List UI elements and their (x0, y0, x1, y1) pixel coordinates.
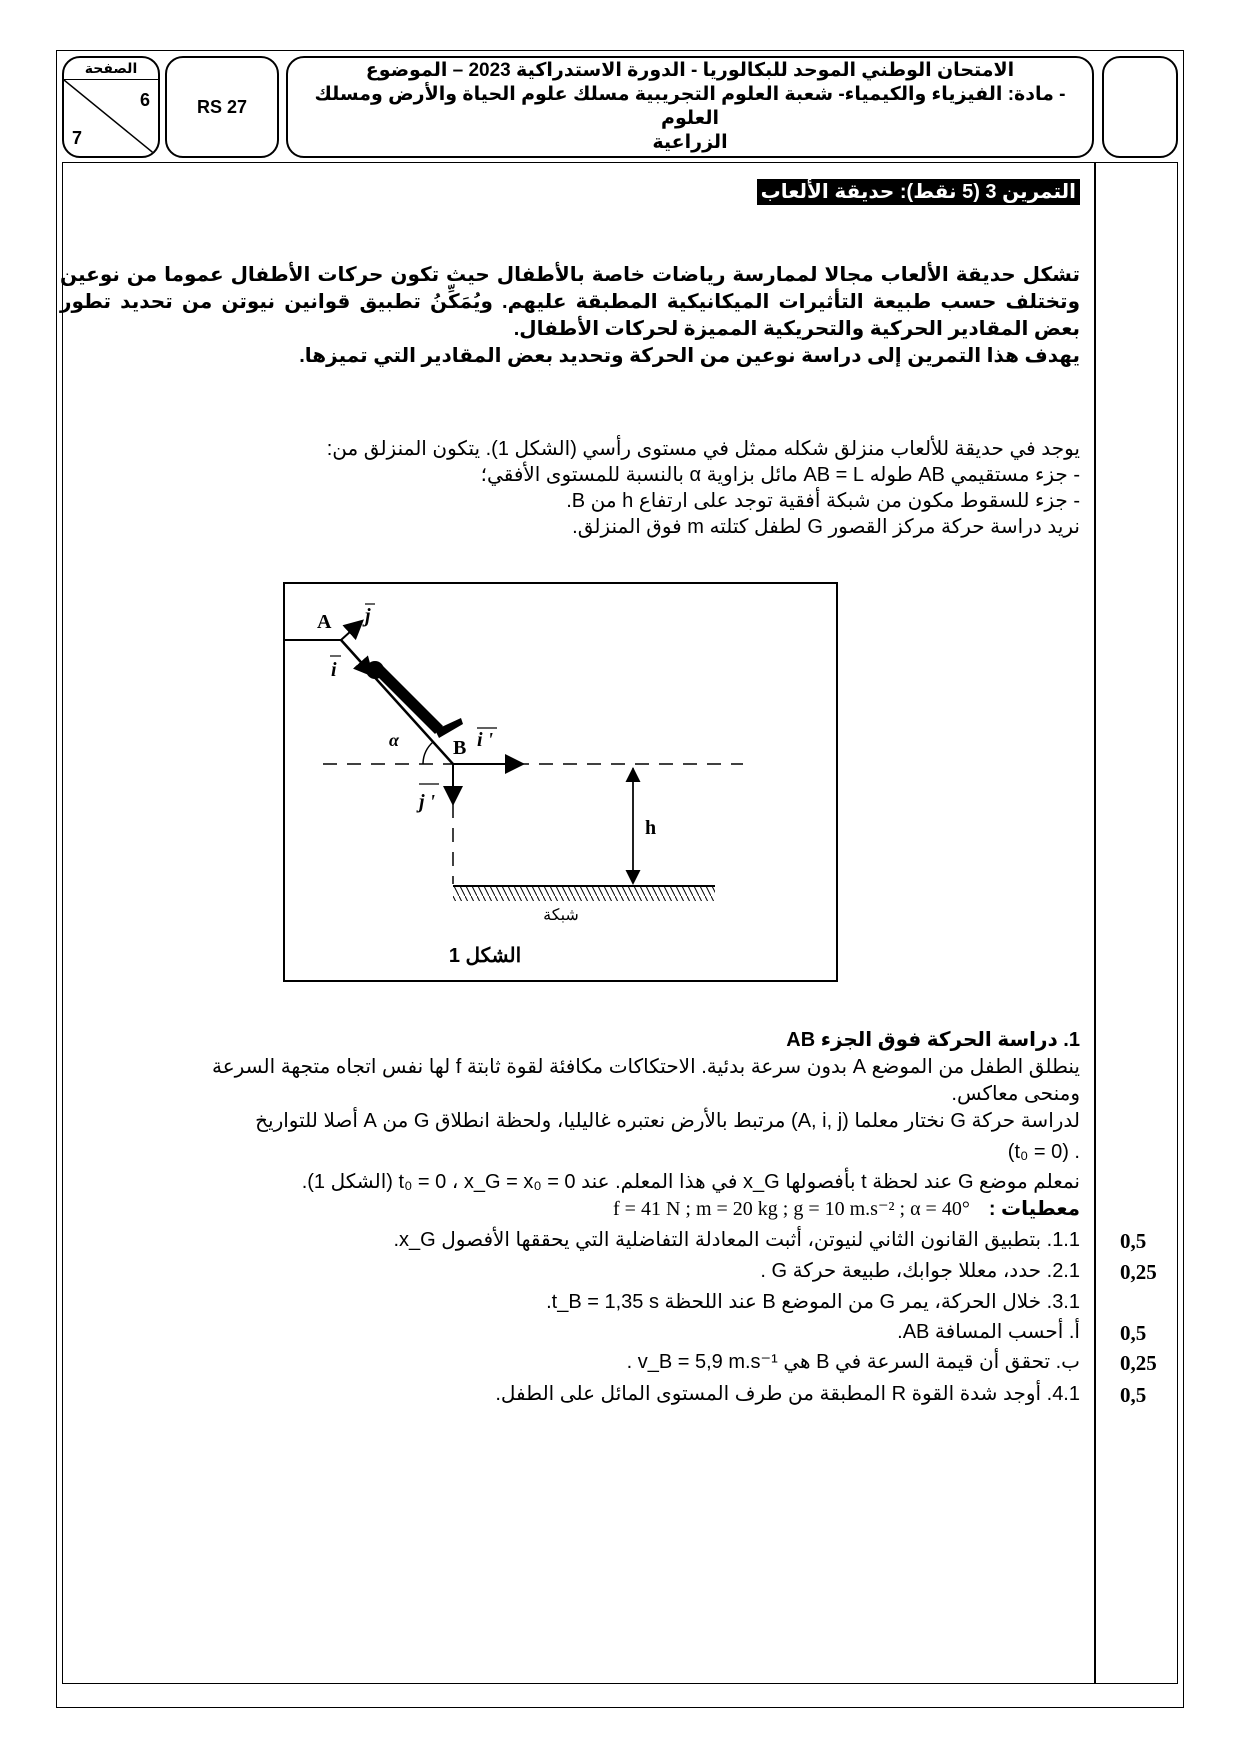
question-2-1: 2.1. حدد، معللا جوابك، طبيعة حركة G . (760, 1260, 1080, 1282)
data-values: f = 41 N ; m = 20 kg ; g = 10 m.s⁻² ; α = 40° (613, 1198, 970, 1220)
question-4-1: 4.1. أوجد شدة القوة R المطبقة من طرف المستوى المائل على الطفل. (495, 1383, 1080, 1405)
part1-line-5: نمعلم موضع G عند لحظة t بأفصولها x_G في هذا المعلم. عند t₀ = 0 ، x_G = x₀ = 0 (الشكل 1). (301, 1171, 1080, 1193)
desc-line-1: يوجد في حديقة للألعاب منزلق شكله ممثل في مستوى رأسي (الشكل 1). يتكون المنزلق من: (326, 438, 1080, 460)
desc-line-2: - جزء مستقيمي AB طوله AB = L مائل بزاوية α بالنسبة للمستوى الأفقي؛ (480, 464, 1080, 486)
header-title-box (286, 56, 1094, 158)
label-alpha: α (389, 730, 399, 750)
label-i-prime: i ' (477, 729, 494, 751)
mark-3-1-a: 0,5 (1120, 1321, 1147, 1345)
label-h: h (645, 817, 657, 839)
label-j: j (365, 605, 371, 627)
header-title-line1: الامتحان الوطني الموحد للبكالوريا - الدورة الاستدراكية 2023 – الموضوع (365, 60, 1015, 81)
figure-caption: الشكل 1 (448, 945, 522, 967)
net-hatching (453, 887, 715, 901)
exercise-title-text: التمرين 3 (5 نقط): حديقة الألعاب (757, 179, 1080, 205)
exercise-title (757, 180, 1080, 205)
page-number-box (62, 56, 160, 158)
part1-line-2: ومنحى معاكس. (951, 1083, 1080, 1105)
slide-diagram (285, 584, 837, 980)
exercise-intro (60, 262, 1080, 370)
label-A: A (317, 611, 332, 633)
data-label: معطيات : (988, 1198, 1080, 1220)
desc-line-4: نريد دراسة حركة مركز القصور G لطفل كتلته m فوق المنزلق. (572, 516, 1080, 538)
question-1-1: 1.1. بتطبيق القانون الثاني لنيوتن، أثبت المعادلة التفاضلية التي يحققها الأفصول x_G. (393, 1229, 1080, 1251)
mark-4-1: 0,5 (1120, 1383, 1147, 1407)
header-blank-box (1102, 56, 1178, 158)
intro-paragraph-2: يهدف هذا التمرين إلى دراسة نوعين من الحركة وتحديد بعض المقادير التي تميزها. (299, 345, 1080, 367)
desc-line-3: - جزء للسقوط مكون من شبكة أفقية توجد على ارتفاع h من B. (566, 490, 1080, 512)
mark-3-1-b: 0,25 (1120, 1351, 1157, 1375)
part1-heading: 1. دراسة الحركة فوق الجزء AB (786, 1029, 1080, 1051)
question-3-1: 3.1. خلال الحركة، يمر G من الموضع B عند اللحظة t_B = 1,35 s. (546, 1291, 1080, 1313)
header-title-line3: الزراعية (652, 132, 728, 153)
intro-paragraph-1: تشكل حديقة الألعاب مجالا لممارسة رياضات خاصة بالأطفال حيث تكون حركات الأطفال عموما من نوعين وتختلف حسب طبيعة التأثيرات الميكانيكية المطبقة عليهم. ويُمَكِّنُ تطبيق قوانين نيوتن من تحديد تطور بعض المقادير الحركية والتحريكية المميزة لحركات الأطفال. (60, 264, 1080, 340)
question-3-1-b: ب. تحقق أن قيمة السرعة في B هي v_B = 5,9 m.s⁻¹ . (626, 1351, 1080, 1373)
angle-arc (423, 742, 433, 764)
part1-line-3: لدراسة حركة G نختار معلما (A, i, j) مرتبط بالأرض نعتبره غاليليا، ولحظة انطلاق G من A أصلا للتواريخ (255, 1110, 1080, 1132)
question-3-1-a: أ. أحسب المسافة AB. (897, 1321, 1080, 1343)
page-total: 7 (72, 128, 83, 148)
label-net: شبكة (543, 907, 579, 924)
header-title-line2: - مادة: الفيزياء والكيمياء- شعبة العلوم التجريبية مسلك علوم الحياة والأرض ومسلك العلوم (314, 84, 1066, 129)
mark-1-1: 0,5 (1120, 1229, 1147, 1253)
vector-j (341, 622, 361, 640)
exam-code: RS 27 (165, 56, 279, 158)
child-figure (366, 661, 463, 738)
mark-2-1: 0,25 (1120, 1260, 1157, 1284)
label-i: i (331, 659, 337, 681)
marks-column-divider (1094, 162, 1096, 1684)
figure-1 (283, 582, 838, 982)
data-line (613, 1197, 1080, 1222)
label-j-prime: j ' (419, 791, 436, 813)
label-B: B (453, 737, 467, 759)
part1-line-4: . (t₀ = 0) (1007, 1141, 1080, 1163)
part1-line-1: ينطلق الطفل من الموضع A بدون سرعة بدئية. الاحتكاكات مكافئة لقوة ثابتة f لها نفس اتجاه متجهة السرعة (211, 1056, 1080, 1078)
page-label: الصفحة (64, 58, 158, 80)
page-current: 6 (139, 90, 150, 110)
